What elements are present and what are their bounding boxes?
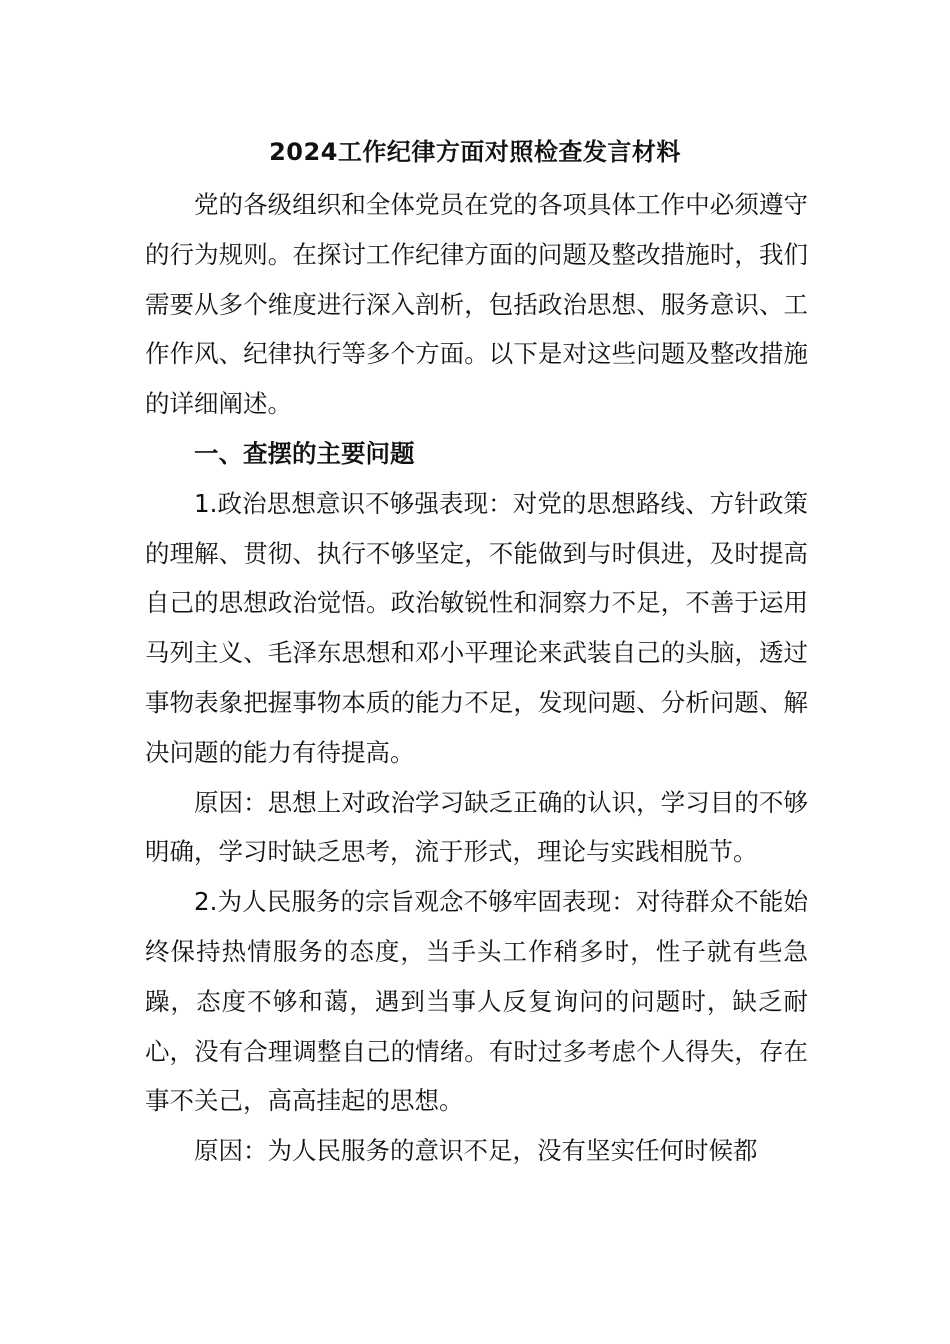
issue-2-paragraph: 2.为人民服务的宗旨观念不够牢固表现：对待群众不能始终保持热情服务的态度，当手头工作稍多时，性子就有些急躁，态度不够和蔼，遇到当事人反复询问的问题时，缺乏耐心，没有合理调整自己的情绪。有时过多考虑个人得失，存在事不关己，高高挂起的思想。 [145,887,808,1116]
issue-1-paragraph: 1.政治思想意识不够强表现：对党的思想路线、方针政策的理解、贯彻、执行不够坚定，不能做到与时俱进，及时提高自己的思想政治觉悟。政治敏锐性和洞察力不足，不善于运用马列主义、毛泽东思想和邓小平理论来武装自己的头脑，透过事物表象把握事物本质的能力不足，发现问题、分析问题、解决问题的能力有待提高。 [145,488,808,767]
document-body [145,180,808,1176]
intro-paragraph: 党的各级组织和全体党员在党的各项具体工作中必须遵守的行为规则。在探讨工作纪律方面的问题及整改措施时，我们需要从多个维度进行深入剖析，包括政治思想、服务意识、工作作风、纪律执行等多个方面。以下是对这些问题及整改措施的详细阐述。 [145,190,808,419]
document-title: 2024工作纪律方面对照检查发言材料 [269,138,681,166]
issue-1-cause-paragraph: 原因：思想上对政治学习缺乏正确的认识，学习目的不够明确，学习时缺乏思考，流于形式，理论与实践相脱节。 [145,787,808,867]
issue-2-cause-paragraph: 原因：为人民服务的意识不足，没有坚实任何时候都 [194,1136,758,1166]
section-heading: 一、查摆的主要问题 [194,438,415,468]
